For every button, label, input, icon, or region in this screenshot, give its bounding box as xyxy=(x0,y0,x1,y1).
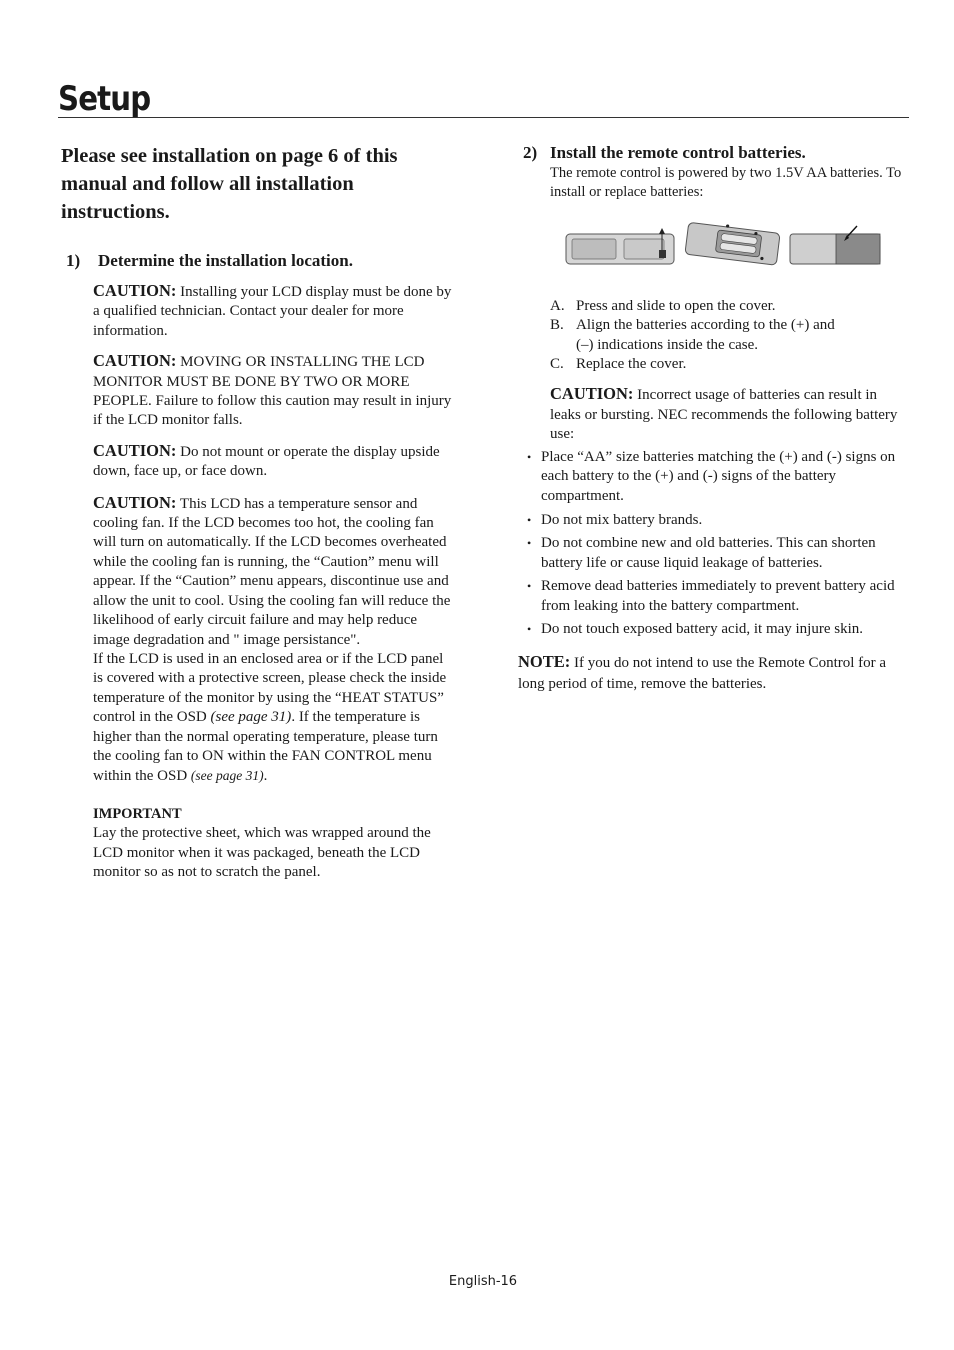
list-item xyxy=(550,355,910,374)
enclosed-area-text: If the LCD is used in an enclosed area or if the LCD panel is covered with a protective screen, please check the inside temperature of the monitor by using the “HEAT STATUS” control in the OSD xyxy=(93,650,447,726)
step-letter: C. xyxy=(550,356,564,373)
battery-caution-paragraph xyxy=(518,384,902,444)
battery-installation-figure xyxy=(564,222,894,274)
bullet-text: Remove dead batteries immediately to prevent battery acid from leaking into the battery compartment. xyxy=(541,577,895,614)
important-text: Lay the protective sheet, which was wrapped around the LCD monitor when it was packaged, beneath the LCD monitor so as not to scratch the panel. xyxy=(93,825,431,880)
note-text: If you do not intend to use the Remote Control for a long period of time, remove the batteries. xyxy=(518,655,887,693)
bullet-text: Do not mix battery brands. xyxy=(541,511,703,528)
step-letter: B. xyxy=(550,317,564,334)
battery-use-list xyxy=(518,448,910,640)
bullet-icon: • xyxy=(527,449,532,464)
step-text: Press and slide to open the cover. xyxy=(576,297,776,314)
caution-text: Do not mount or operate the display upside down, face up, or face down. xyxy=(93,443,440,480)
caution-label: CAUTION: xyxy=(93,351,177,371)
step-2-title: Install the remote control batteries. xyxy=(550,143,806,162)
page-title: Setup xyxy=(58,79,151,119)
list-item xyxy=(518,511,910,531)
caution-text: Incorrect usage of batteries can result in leaks or bursting. NEC recommends the following battery use: xyxy=(550,387,898,443)
list-item xyxy=(518,448,910,507)
step-1-number: 1) xyxy=(66,251,81,270)
battery-steps-list xyxy=(518,297,910,375)
step-2-description: The remote control is powered by two 1.5V AA batteries. To install or replace batteries: xyxy=(550,165,902,201)
note-label: NOTE: xyxy=(518,652,571,672)
remote-control-illustration xyxy=(564,222,894,274)
remote-batteries-open-icon xyxy=(685,222,781,265)
caution-paragraph-3 xyxy=(61,441,456,482)
enclosed-area-text: . If the temperature is higher than the normal operating temperature, please turn the cooling fan to ON within the FAN CONTROL menu within the OSD xyxy=(93,709,438,785)
list-item xyxy=(550,297,910,316)
left-column xyxy=(61,142,456,882)
enclosed-area-text: . xyxy=(263,768,268,785)
caution-label: CAUTION: xyxy=(93,281,177,300)
bullet-text: Do not combine new and old batteries. This can shorten battery life or cause liquid leakage of batteries. xyxy=(541,534,876,571)
caution-text: Installing your LCD display must be done by a qualified technician. Contact your dealer for more information. xyxy=(93,284,452,339)
title-rule xyxy=(58,117,909,118)
caution-label: CAUTION: xyxy=(550,384,634,404)
bullet-icon: • xyxy=(527,622,532,637)
list-item xyxy=(550,316,910,355)
caution-text: MOVING OR INSTALLING THE LCD MONITOR MUST BE DONE BY TWO OR MORE PEOPLE. Failure to follow this caution may result in injury if the LCD monitor falls. xyxy=(93,354,452,429)
important-label: IMPORTANT xyxy=(93,805,182,822)
bullet-icon: • xyxy=(527,578,532,593)
step-2-number: 2) xyxy=(523,143,538,162)
step-1-title: Determine the installation location. xyxy=(98,251,353,270)
bullet-text: Do not touch exposed battery acid, it may injure skin. xyxy=(541,621,864,638)
caution-paragraph-1 xyxy=(61,281,456,341)
remote-cover-replace-icon xyxy=(790,226,880,264)
installation-intro: Please see installation on page 6 of this manual and follow all installation instructions. xyxy=(61,145,398,223)
note-paragraph xyxy=(518,651,910,695)
step-1-heading xyxy=(61,250,456,272)
step-text: Align the batteries according to the (+) and (–) indications inside the case. xyxy=(576,317,835,353)
list-item xyxy=(518,534,910,574)
list-item xyxy=(518,620,910,640)
page-reference-link: (see page 31) xyxy=(210,709,292,726)
remote-cover-closed-icon xyxy=(566,228,674,264)
caution-paragraph-2 xyxy=(61,351,456,431)
step-letter: A. xyxy=(550,297,565,314)
list-item xyxy=(518,577,910,617)
bullet-icon: • xyxy=(527,535,532,550)
step-text: Replace the cover. xyxy=(576,356,687,373)
caution-text: This LCD has a temperature sensor and cooling fan. If the LCD becomes too hot, the cooling fan will turn on automatically. If the LCD becomes overheated while the cooling fan is running, the “Caution” menu will appear. If the “Caution” menu appears, discontinue use and allow the unit to cool. Using the cooling fan will reduce the likelihood of early circuit failure and may help reduce image degradation and " image persistance". xyxy=(93,495,451,648)
page-reference-link: (see page 31) xyxy=(190,768,264,784)
step-2-heading xyxy=(518,142,910,164)
caution-label: CAUTION: xyxy=(93,492,177,512)
bullet-text: Place “AA” size batteries matching the (+) and (-) signs on each battery to the (+) and (-) signs of the battery compartment. xyxy=(541,448,896,505)
caution-paragraph-4 xyxy=(61,493,456,787)
page-number: English-16 xyxy=(448,1274,518,1289)
bullet-icon: • xyxy=(527,512,532,527)
caution-label: CAUTION: xyxy=(93,440,177,460)
right-column xyxy=(518,142,910,695)
